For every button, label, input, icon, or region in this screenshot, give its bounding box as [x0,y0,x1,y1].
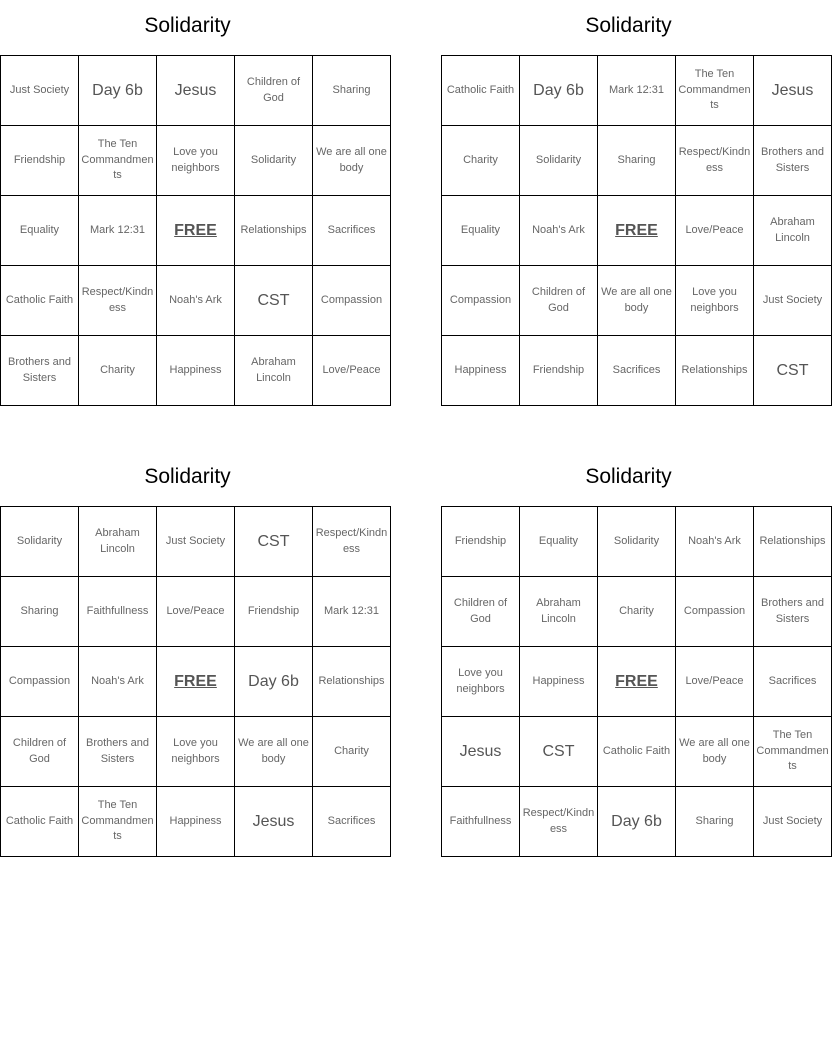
free-space-cell: FREE [598,647,676,717]
grid-cell: Sharing [676,787,754,857]
grid-row [442,577,832,647]
grid-cell: Abraham Lincoln [754,196,832,266]
grid-cell: Sharing [313,56,391,126]
grid-cell: Faithfullness [79,577,157,647]
grid-row [1,126,391,196]
grid-row [442,336,832,406]
grid-cell: Just Society [754,266,832,336]
grid-cell: Relationships [235,196,313,266]
grid-cell: Compassion [442,266,520,336]
grid-cell: Sacrifices [598,336,676,406]
grid-cell: Children of God [520,266,598,336]
grid-cell: Noah's Ark [676,507,754,577]
grid-cell: Happiness [442,336,520,406]
grid-cell: Jesus [754,56,832,126]
grid-row [442,126,832,196]
grid-row [1,577,391,647]
grid-cell: We are all one body [676,717,754,787]
bingo-grid [0,506,391,857]
grid-row [1,266,391,336]
grid-row [442,56,832,126]
grid-cell: Abraham Lincoln [79,507,157,577]
grid-cell: Sharing [598,126,676,196]
grid-cell: Solidarity [520,126,598,196]
grid-cell: Noah's Ark [157,266,235,336]
grid-cell: Love you neighbors [676,266,754,336]
grid-cell: Brothers and Sisters [79,717,157,787]
grid-cell: Sacrifices [313,196,391,266]
grid-row [442,717,832,787]
grid-cell: Abraham Lincoln [520,577,598,647]
grid-row [442,787,832,857]
grid-cell: The Ten Commandments [79,126,157,196]
grid-cell: Love you neighbors [442,647,520,717]
grid-cell: Jesus [442,717,520,787]
grid-cell: Day 6b [79,56,157,126]
grid-cell: Catholic Faith [442,56,520,126]
grid-cell: Faithfullness [442,787,520,857]
grid-cell: Friendship [235,577,313,647]
grid-cell: The Ten Commandments [79,787,157,857]
free-space-cell: FREE [157,196,235,266]
grid-row [442,507,832,577]
grid-cell: Charity [442,126,520,196]
grid-cell: Charity [598,577,676,647]
grid-cell: Children of God [442,577,520,647]
grid-cell: Just Society [754,787,832,857]
grid-cell: Mark 12:31 [313,577,391,647]
grid-cell: Love/Peace [157,577,235,647]
grid-row [1,787,391,857]
grid-cell: Mark 12:31 [598,56,676,126]
grid-cell: Catholic Faith [1,266,79,336]
grid-cell: Respect/Kindness [676,126,754,196]
grid-cell: Just Society [1,56,79,126]
grid-cell: Friendship [442,507,520,577]
grid-cell: Mark 12:31 [79,196,157,266]
grid-cell: Love you neighbors [157,717,235,787]
grid-cell: Love/Peace [313,336,391,406]
grid-cell: Abraham Lincoln [235,336,313,406]
grid-cell: Equality [1,196,79,266]
grid-row [442,266,832,336]
free-space-cell: FREE [157,647,235,717]
grid-row [1,56,391,126]
grid-cell: CST [520,717,598,787]
grid-cell: We are all one body [313,126,391,196]
grid-cell: Catholic Faith [598,717,676,787]
grid-cell: CST [235,266,313,336]
card-title: Solidarity [585,14,672,37]
grid-cell: CST [754,336,832,406]
grid-cell: Noah's Ark [79,647,157,717]
grid-cell: Jesus [235,787,313,857]
grid-cell: We are all one body [235,717,313,787]
grid-cell: Charity [313,717,391,787]
grid-cell: Relationships [313,647,391,717]
card-title: Solidarity [144,14,231,37]
grid-cell: Sacrifices [754,647,832,717]
grid-cell: CST [235,507,313,577]
grid-cell: Charity [79,336,157,406]
bingo-grid [441,55,832,406]
grid-cell: Brothers and Sisters [1,336,79,406]
grid-cell: Respect/Kindness [79,266,157,336]
grid-cell: Solidarity [598,507,676,577]
grid-cell: Catholic Faith [1,787,79,857]
grid-row [1,196,391,266]
grid-cell: Children of God [1,717,79,787]
grid-cell: Noah's Ark [520,196,598,266]
grid-cell: Love you neighbors [157,126,235,196]
grid-cell: Respect/Kindness [313,507,391,577]
grid-row [442,196,832,266]
grid-cell: Just Society [157,507,235,577]
bingo-grid [0,55,391,406]
grid-cell: Jesus [157,56,235,126]
grid-cell: Compassion [313,266,391,336]
grid-cell: Love/Peace [676,647,754,717]
grid-cell: Compassion [1,647,79,717]
grid-row [1,717,391,787]
grid-cell: Friendship [520,336,598,406]
card-title: Solidarity [585,465,672,488]
grid-cell: The Ten Commandments [676,56,754,126]
grid-cell: Children of God [235,56,313,126]
grid-cell: Sacrifices [313,787,391,857]
grid-cell: Day 6b [235,647,313,717]
grid-cell: Day 6b [520,56,598,126]
grid-cell: Happiness [520,647,598,717]
grid-cell: Equality [520,507,598,577]
grid-cell: The Ten Commandments [754,717,832,787]
grid-cell: Solidarity [235,126,313,196]
grid-cell: We are all one body [598,266,676,336]
grid-cell: Equality [442,196,520,266]
grid-cell: Respect/Kindness [520,787,598,857]
grid-cell: Brothers and Sisters [754,577,832,647]
grid-cell: Sharing [1,577,79,647]
grid-row [1,336,391,406]
card-title: Solidarity [144,465,231,488]
grid-cell: Love/Peace [676,196,754,266]
free-space-cell: FREE [598,196,676,266]
grid-cell: Friendship [1,126,79,196]
grid-cell: Relationships [754,507,832,577]
grid-cell: Brothers and Sisters [754,126,832,196]
grid-cell: Solidarity [1,507,79,577]
grid-row [442,647,832,717]
grid-cell: Relationships [676,336,754,406]
grid-row [1,647,391,717]
grid-row [1,507,391,577]
bingo-grid [441,506,832,857]
grid-cell: Happiness [157,787,235,857]
grid-cell: Compassion [676,577,754,647]
grid-cell: Happiness [157,336,235,406]
grid-cell: Day 6b [598,787,676,857]
